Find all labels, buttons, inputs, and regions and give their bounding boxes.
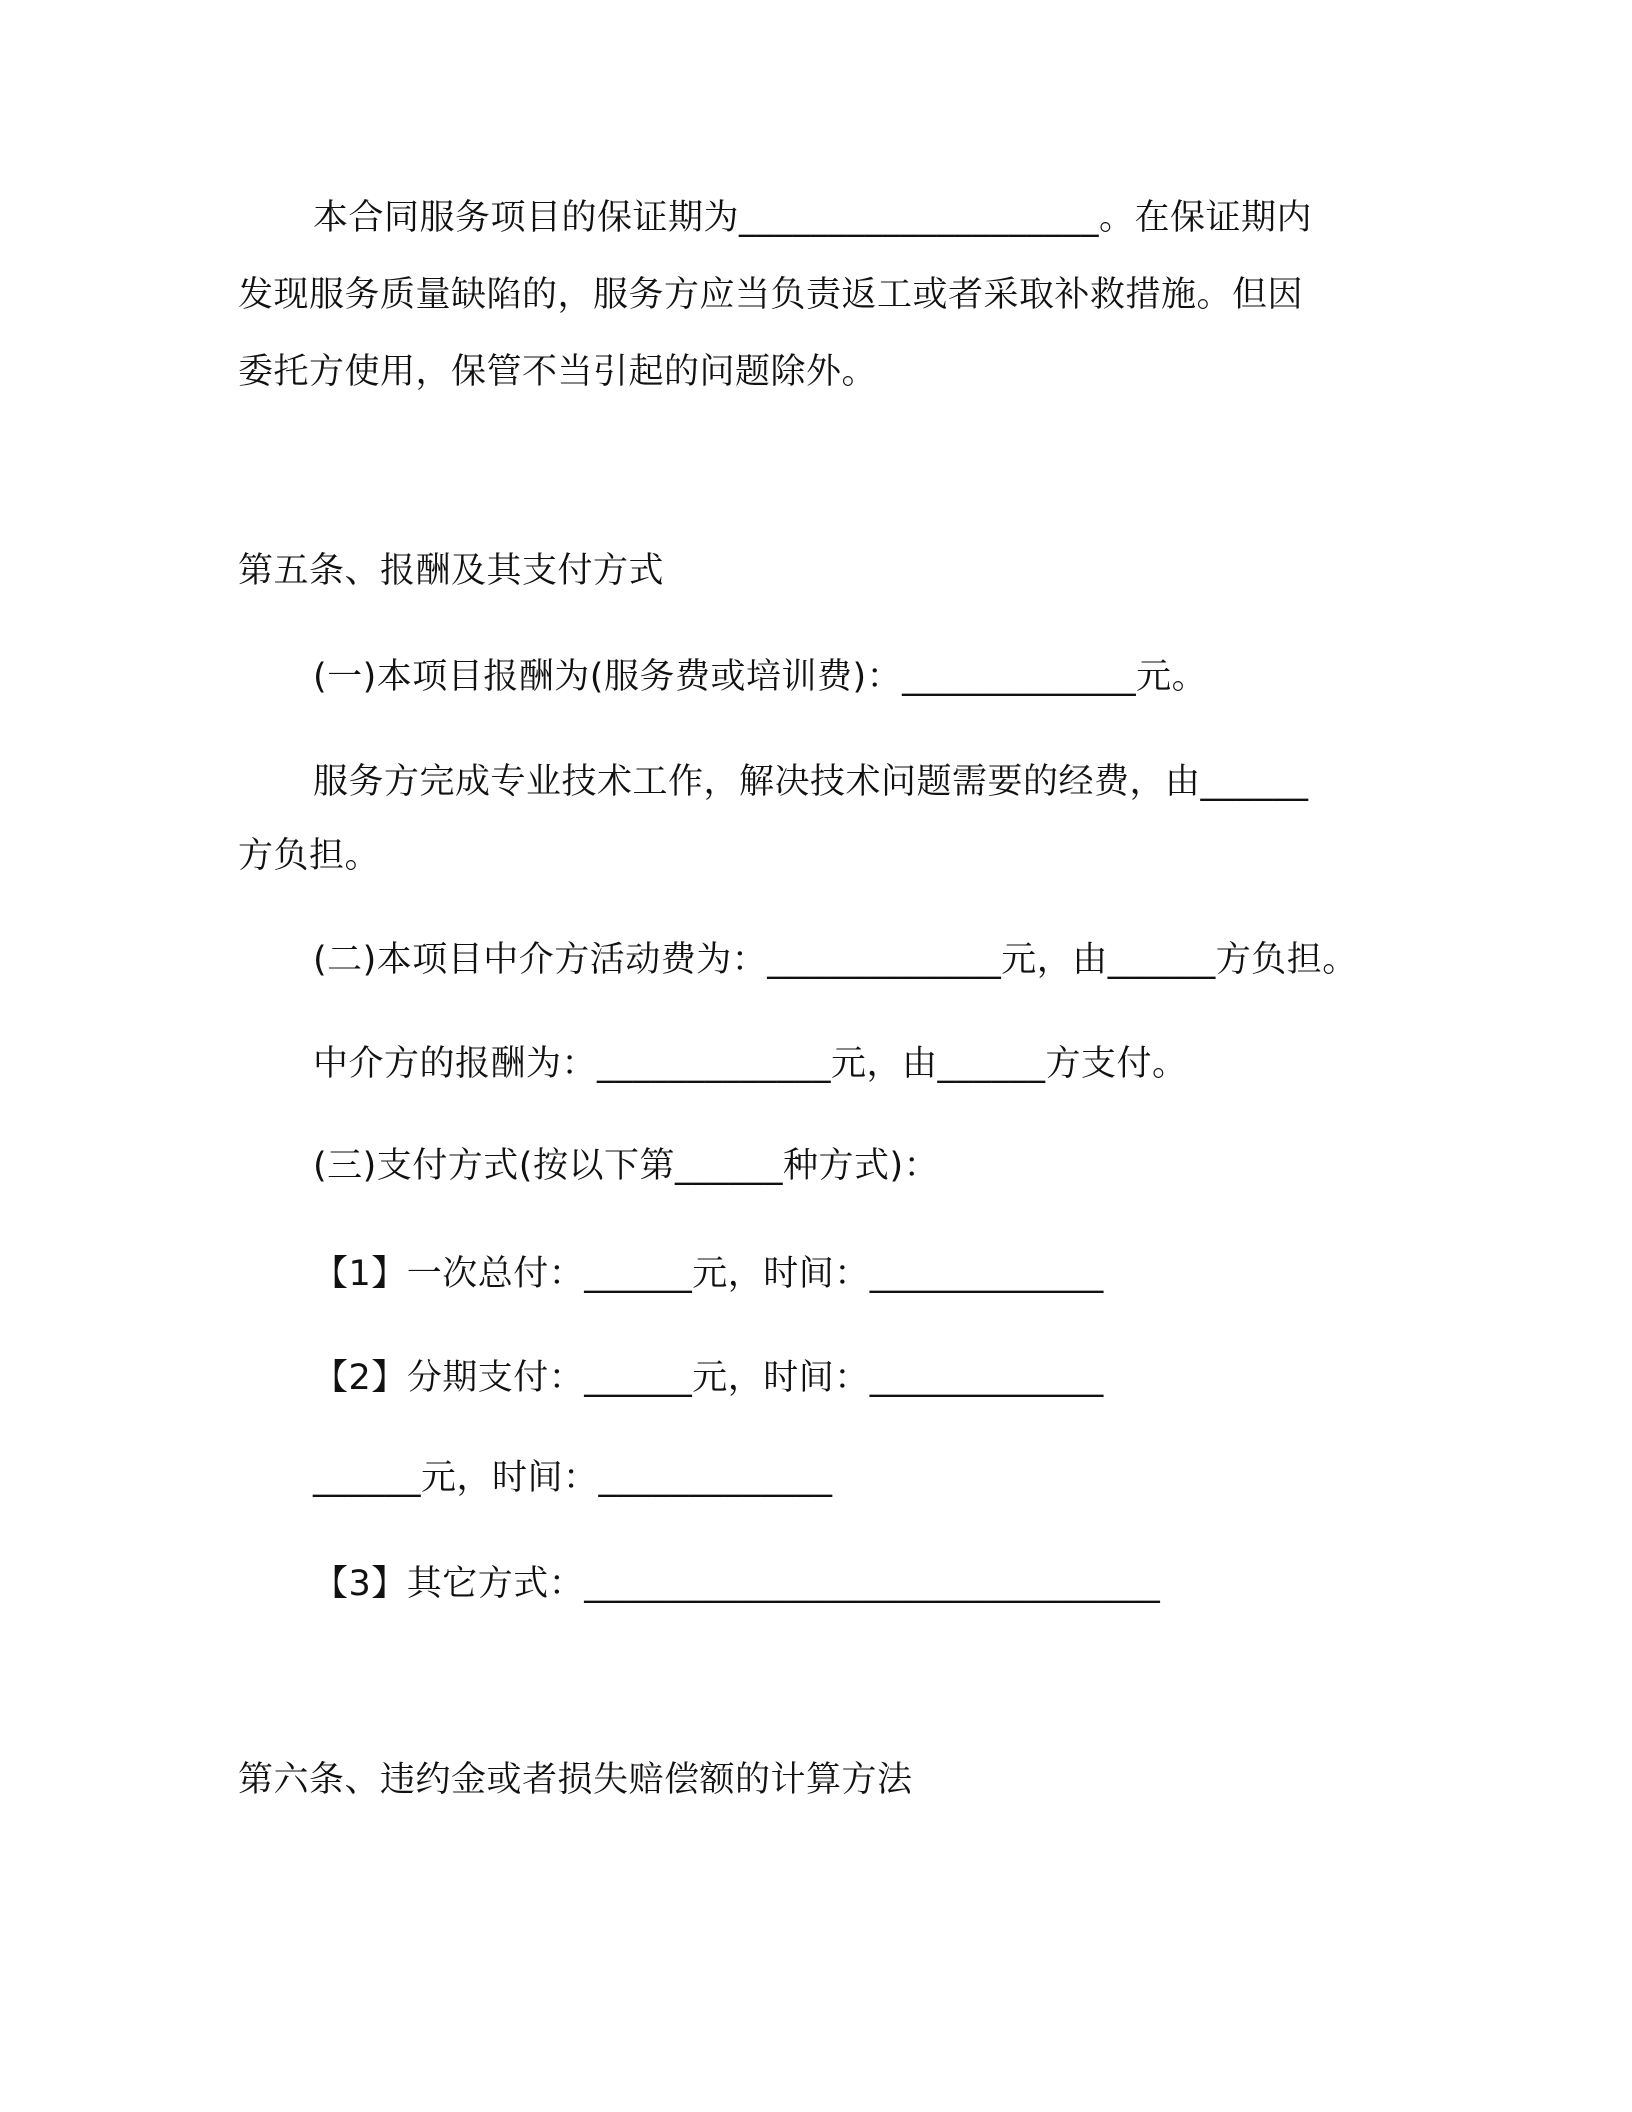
option1-lump-sum: 【1】一次总付：______元，时间：_____________ xyxy=(313,1254,1104,1294)
article6-heading: 第六条、违约金或者损失赔偿额的计算方法 xyxy=(238,1760,913,1800)
article5-heading: 第五条、报酬及其支付方式 xyxy=(238,551,665,591)
option2-installment-continued: ______元，时间：_____________ xyxy=(313,1458,833,1498)
warranty-line-2: 发现服务质量缺陷的，服务方应当负责返工或者采取补救措施。但因 xyxy=(238,275,1304,315)
warranty-line-3: 委托方使用，保管不当引起的问题除外。 xyxy=(238,352,878,392)
item3-payment-method: (三)支付方式(按以下第______种方式)： xyxy=(313,1146,940,1186)
expense-line-2: 方负担。 xyxy=(238,836,381,876)
option3-other: 【3】其它方式：________________________________ xyxy=(313,1564,1161,1604)
option2-installment: 【2】分期支付：______元，时间：_____________ xyxy=(313,1358,1104,1398)
warranty-line-1: 本合同服务项目的保证期为____________________。在保证期内 xyxy=(313,198,1313,238)
expense-line-1: 服务方完成专业技术工作，解决技术问题需要的经费，由______ xyxy=(313,762,1309,802)
intermediary-reward: 中介方的报酬为：_____________元，由______方支付。 xyxy=(313,1044,1188,1084)
item1-fee: (一)本项目报酬为(服务费或培训费)：_____________元。 xyxy=(313,657,1208,697)
item2-intermediary-fee: (二)本项目中介方活动费为：_____________元，由______方负担。 xyxy=(313,940,1358,980)
